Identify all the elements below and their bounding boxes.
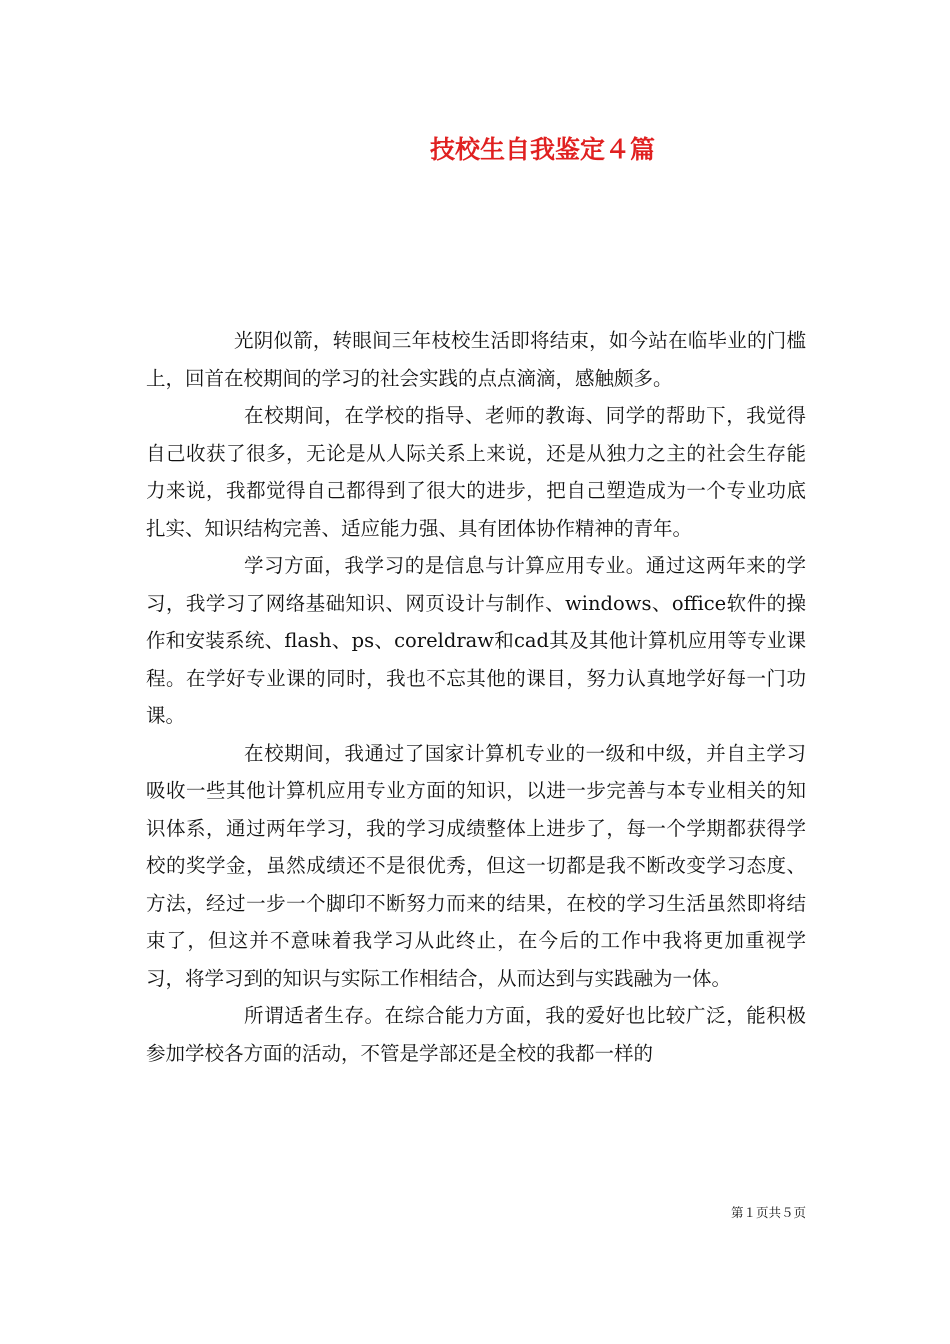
paragraph-2: 在校期间，在学校的指导、老师的教诲、同学的帮助下，我觉得自己收获了很多，无论是从人际关系上来说，还是从独力之主的社会生存能力来说，我都觉得自己都得到了很大的进步，把自己塑造成为一个专业功底扎实、知识结构完善、适应能力强、具有团体协作精神的青年。 bbox=[146, 404, 806, 540]
paragraph-3: 学习方面，我学习的是信息与计算应用专业。通过这两年来的学习，我学习了网络基础知识、网页设计与制作、windows、office软件的操作和安装系统、flash、ps、coreldraw和cad其及其他计算机应用等专业课程。在学好专业课的同时，我也不忘其他的课目，努力认真地学好每一门功课。 bbox=[146, 554, 806, 727]
paragraph-5: 所谓适者生存。在综合能力方面，我的爱好也比较广泛，能积极参加学校各方面的活动，不管是学部还是全校的我都一样的 bbox=[146, 1004, 806, 1065]
paragraph-1: 光阴似箭，转眼间三年枝校生活即将结束，如今站在临毕业的门槛上，回首在校期间的学习的社会实践的点点滴滴，感触颇多。 bbox=[146, 329, 806, 390]
paragraph-4: 在校期间，我通过了国家计算机专业的一级和中级，并自主学习吸收一些其他计算机应用专业方面的知识，以进一步完善与本专业相关的知识体系，通过两年学习，我的学习成绩整体上进步了，每一个学期都获得学校的奖学金，虽然成绩还不是很优秀，但这一切都是我不断改变学习态度、方法，经过一步一个脚印不断努力而来的结果，在校的学习生活虽然即将结束了，但这并不意味着我学习从此终止，在今后的工作中我将更加重视学习，将学习到的知识与实际工作相结合，从而达到与实践融为一体。 bbox=[146, 741, 806, 990]
document-body bbox=[146, 322, 806, 1072]
page-number-footer: 第１页共５页 bbox=[730, 1205, 806, 1220]
document-title: 技校生自我鉴定４篇 bbox=[429, 135, 655, 164]
